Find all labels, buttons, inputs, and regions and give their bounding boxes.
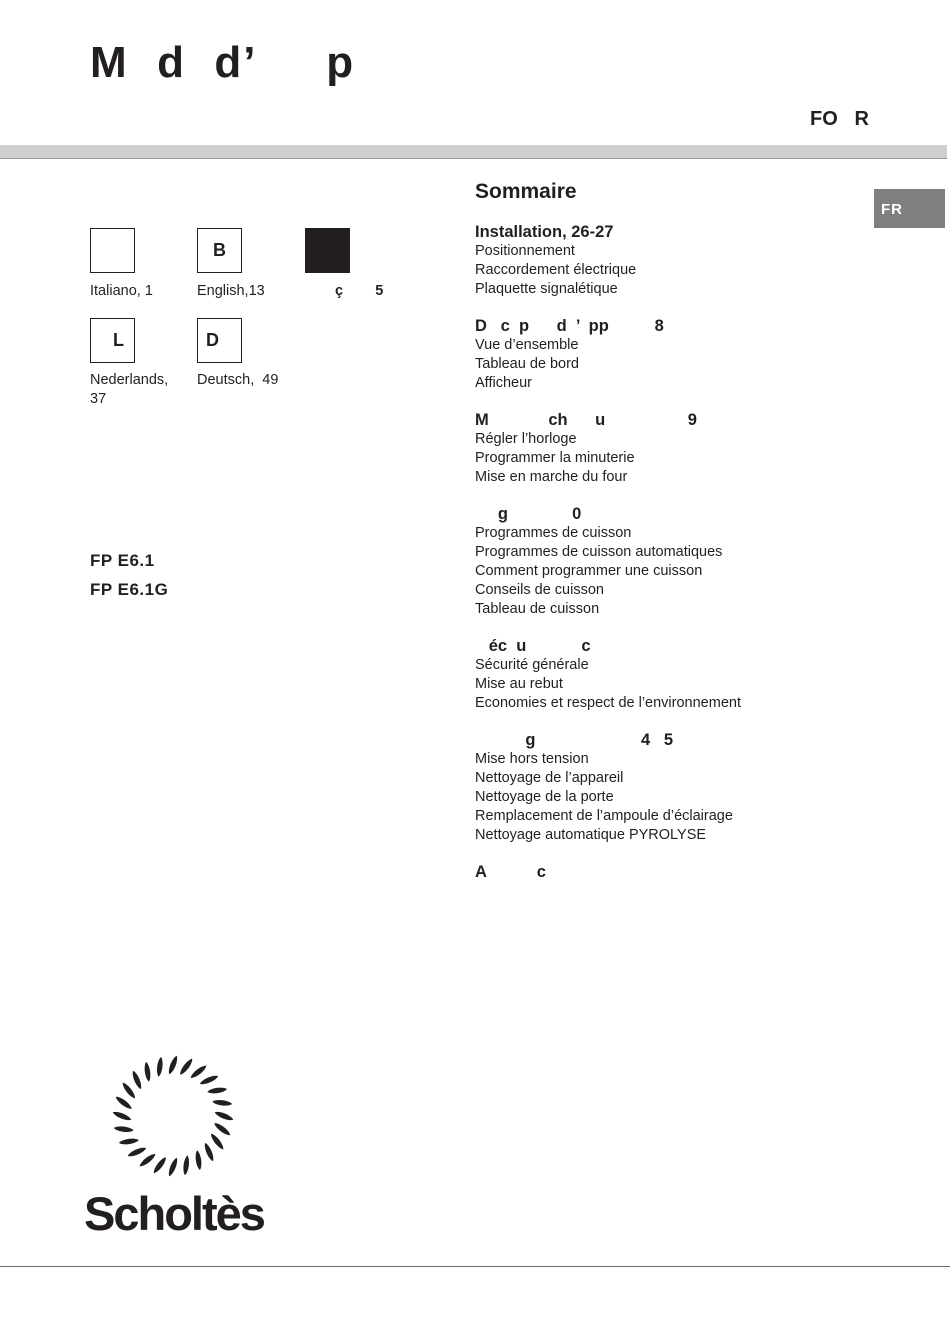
toc-item: Positionnement <box>475 243 575 259</box>
brand-logo-text: Scholtès <box>84 1187 264 1240</box>
toc <box>475 222 855 899</box>
toc-item: Tableau de bord <box>475 356 579 372</box>
toc-item: Mise en marche du four <box>475 469 628 485</box>
logo-ray <box>214 1110 235 1122</box>
lang-box-third <box>305 228 350 273</box>
toc-section-description <box>475 316 855 393</box>
toc-item: Nettoyage de l’appareil <box>475 770 624 786</box>
toc-heading: M ch u 9 <box>475 411 697 429</box>
toc-section-installation <box>475 222 855 299</box>
toc-item: Nettoyage de la porte <box>475 789 614 805</box>
toc-item: Economies et respect de l’environnement <box>475 695 741 711</box>
toc-item: Remplacement de l’ampoule d’éclairage <box>475 808 733 824</box>
lang-label-italiano: Italiano, 1 <box>90 283 153 299</box>
toc-item: Raccordement électrique <box>475 262 637 278</box>
toc-item: Sécurité générale <box>475 657 589 673</box>
logo-ray <box>114 1095 133 1111</box>
lang-box-deutsch: D <box>197 318 242 363</box>
lang-box-italiano <box>90 228 135 273</box>
toc-title: Sommaire <box>475 180 577 203</box>
toc-item: Tableau de cuisson <box>475 601 600 617</box>
logo-ray <box>195 1150 203 1171</box>
toc-section-mise-en-marche <box>475 410 855 487</box>
toc-section-securite <box>475 636 855 713</box>
lang-label-third: ç 5 <box>335 283 384 299</box>
logo-ray <box>119 1138 140 1146</box>
toc-item: Mise hors tension <box>475 751 589 767</box>
toc-item: Plaquette signalétique <box>475 281 618 297</box>
toc-item: Comment programmer une cuisson <box>475 563 703 579</box>
toc-item: Nettoyage automatique PYROLYSE <box>475 827 707 843</box>
logo-ray <box>112 1110 133 1122</box>
logo-ray <box>121 1081 137 1100</box>
toc-item: Régler l’horloge <box>475 431 577 447</box>
lang-box-nederlands: L <box>90 318 135 363</box>
logo-ray <box>167 1157 179 1178</box>
toc-item: Afficheur <box>475 375 532 391</box>
logo-ray <box>131 1070 144 1090</box>
toc-item: Programmes de cuisson <box>475 525 632 541</box>
toc-section-programmes <box>475 504 855 619</box>
logo-ray <box>207 1087 228 1095</box>
logo-ray <box>156 1056 164 1076</box>
logo-ray <box>167 1055 179 1076</box>
logo-ray <box>209 1132 225 1151</box>
toc-section-entretien <box>475 730 855 845</box>
toc-section-assistance <box>475 862 855 882</box>
logo-ray <box>113 1125 133 1133</box>
sun-logo-icon <box>100 1048 246 1184</box>
logo-ray <box>178 1057 194 1076</box>
toc-heading: g 4 5 <box>475 731 674 749</box>
toc-item: Programmer la minuterie <box>475 450 635 466</box>
toc-item: Vue d’ensemble <box>475 337 579 353</box>
header-rule <box>0 145 947 159</box>
logo-ray <box>189 1064 208 1080</box>
lang-label-english: English,13 <box>197 283 265 299</box>
language-tab: FR <box>874 189 945 228</box>
logo-ray <box>203 1142 216 1162</box>
logo-ray <box>213 1121 232 1137</box>
model-name: FP E6.1G <box>90 580 169 599</box>
lang-box-english: B <box>197 228 242 273</box>
logo-ray <box>182 1155 190 1175</box>
logo-ray <box>212 1099 232 1107</box>
toc-item: Programmes de cuisson automatiques <box>475 544 723 560</box>
toc-heading: D c p d ’ pp 8 <box>475 317 664 335</box>
toc-heading: Installation, 26-27 <box>475 223 614 241</box>
logo-ray <box>152 1156 168 1175</box>
logo-ray <box>138 1152 157 1168</box>
logo-ray <box>127 1146 147 1159</box>
toc-heading: éc u c <box>475 637 591 655</box>
page-title: M d d’ p <box>90 38 356 87</box>
model-name: FP E6.1 <box>90 551 155 570</box>
logo-ray <box>144 1062 152 1083</box>
product-type-label: FO R <box>810 108 869 130</box>
toc-item: Conseils de cuisson <box>475 582 604 598</box>
toc-heading: A c <box>475 863 546 881</box>
lang-label-deutsch: Deutsch, 49 <box>197 372 279 388</box>
toc-heading: g 0 <box>475 505 582 523</box>
logo-ray <box>199 1074 219 1087</box>
lang-label-nederlands: Nederlands, 37 <box>90 372 169 407</box>
toc-item: Mise au rebut <box>475 676 563 692</box>
footer-rule <box>0 1266 950 1267</box>
